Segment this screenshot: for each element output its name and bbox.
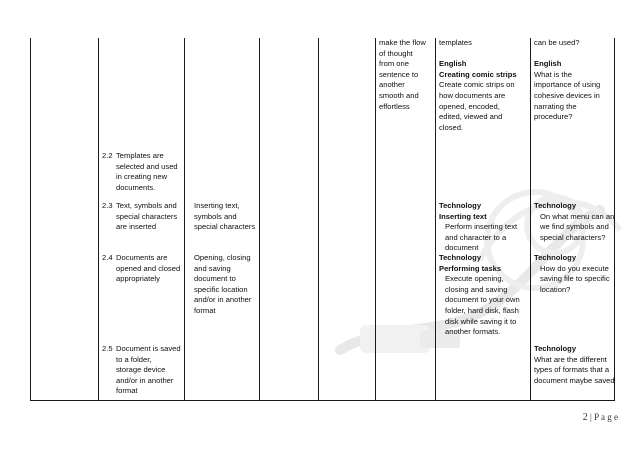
footer-separator: | — [587, 412, 595, 422]
text-line: to a folder, — [116, 354, 152, 364]
text-line: closing and saving — [445, 284, 508, 294]
text-line: edited, viewed and — [439, 112, 503, 122]
text-line: Documents are — [116, 253, 168, 262]
text-line: special characters — [194, 222, 256, 232]
text-line: storage device — [116, 365, 166, 375]
technology-question-cell — [534, 253, 610, 295]
text-line: document to — [194, 274, 236, 284]
text-line: Opening, closing — [194, 253, 251, 262]
text-line: folder, hard disk, flash — [445, 305, 519, 315]
page-number: 2 — [582, 412, 588, 423]
text-line: procedure? — [534, 112, 573, 122]
english-question-cell — [534, 38, 600, 123]
content-cell — [194, 201, 255, 233]
competency-cell — [116, 201, 177, 233]
column-divider — [530, 38, 531, 401]
text-line: specific location — [194, 284, 248, 294]
text-line: Document is saved — [116, 344, 181, 353]
text-line: document — [445, 243, 479, 253]
subject-heading: Technology — [534, 253, 577, 262]
text-line: What are the different — [534, 354, 607, 364]
competency-cell — [116, 253, 180, 285]
subject-heading: English — [439, 59, 467, 69]
subject-heading: Technology — [534, 344, 577, 353]
column-divider — [318, 38, 319, 401]
technology-question-cell — [534, 201, 614, 243]
text-line: format — [194, 305, 216, 315]
english-activity-cell — [439, 38, 517, 133]
table-bottom-border — [30, 400, 615, 401]
text-line: location? — [540, 284, 571, 294]
page-footer — [583, 412, 618, 424]
text-line: closed. — [439, 122, 464, 132]
table-border-left — [30, 38, 31, 401]
competency-cell — [116, 344, 181, 397]
subject-heading: Technology — [439, 253, 482, 262]
text-line: cohesive devices in — [534, 90, 600, 100]
item-number: 2.2 — [102, 151, 113, 160]
text-line: can be used? — [534, 38, 580, 47]
text-line: How do you execute — [540, 263, 609, 273]
text-line: smooth and — [379, 90, 419, 100]
text-line: importance of using — [534, 80, 601, 90]
competency-cell — [116, 151, 178, 193]
subject-heading: Technology — [534, 201, 577, 210]
item-number: 2.4 — [102, 253, 113, 262]
text-line: Inserting text, — [194, 201, 240, 210]
text-line: templates — [439, 38, 472, 47]
text-line: narrating the — [534, 101, 577, 111]
technology-question-cell — [534, 344, 615, 386]
text-line: another — [379, 80, 405, 90]
text-line: Text, symbols and — [116, 201, 177, 210]
content-cell — [194, 253, 251, 317]
technology-activity-cell — [439, 253, 520, 338]
column-divider — [259, 38, 260, 401]
text-line: document maybe saved — [534, 375, 615, 385]
text-line: effortless — [379, 101, 410, 111]
page-word: P a g e — [594, 412, 618, 422]
text-line: sentence to — [379, 69, 419, 79]
item-number: 2.5 — [102, 344, 113, 353]
text-line: make the flow — [379, 38, 426, 47]
text-line: Templates are — [116, 151, 164, 160]
text-line: and/or in another — [194, 295, 252, 305]
text-line: appropriately — [116, 274, 160, 284]
column-divider — [435, 38, 436, 401]
column-divider — [184, 38, 185, 401]
text-line: and character to a — [445, 232, 507, 242]
text-line: another formats. — [445, 327, 501, 337]
text-line: What is the — [534, 69, 572, 79]
text-line: saving file to specific — [540, 274, 610, 284]
text-line: On what menu can an — [540, 211, 615, 221]
text-line: and/or in another — [116, 375, 174, 385]
text-line: in creating new — [116, 172, 168, 182]
technology-activity-cell — [439, 201, 517, 254]
text-line: Create comic strips on — [439, 80, 515, 90]
subject-heading: English — [534, 59, 562, 69]
text-line: opened, encoded, — [439, 101, 500, 111]
text-line: documents. — [116, 182, 156, 192]
text-line: opened and closed — [116, 263, 181, 273]
text-line: and saving — [194, 263, 231, 273]
text-line: disk while saving it to — [445, 316, 517, 326]
item-number: 2.3 — [102, 201, 113, 210]
column-divider — [375, 38, 376, 401]
text-line: we find symbols and — [540, 222, 609, 232]
text-line: Perform inserting text — [445, 222, 518, 232]
text-line: types of formats that a — [534, 365, 610, 375]
activity-title: Performing tasks — [439, 263, 502, 273]
text-line: from one — [379, 59, 409, 69]
text-line: how documents are — [439, 90, 506, 100]
text-line: special characters? — [540, 232, 606, 242]
activity-title: Creating comic strips — [439, 69, 517, 79]
column-divider — [98, 38, 99, 401]
subject-heading: Technology — [439, 201, 482, 210]
flow-text-cell — [379, 38, 426, 112]
activity-title: Inserting text — [439, 211, 487, 221]
text-line: of thought — [379, 48, 413, 58]
text-line: Execute opening, — [445, 274, 504, 284]
text-line: selected and used — [116, 161, 178, 171]
text-line: symbols and — [194, 211, 237, 221]
text-line: special characters — [116, 211, 178, 221]
text-line: are inserted — [116, 222, 157, 232]
text-line: document to your own — [445, 295, 520, 305]
text-line: format — [116, 386, 138, 396]
